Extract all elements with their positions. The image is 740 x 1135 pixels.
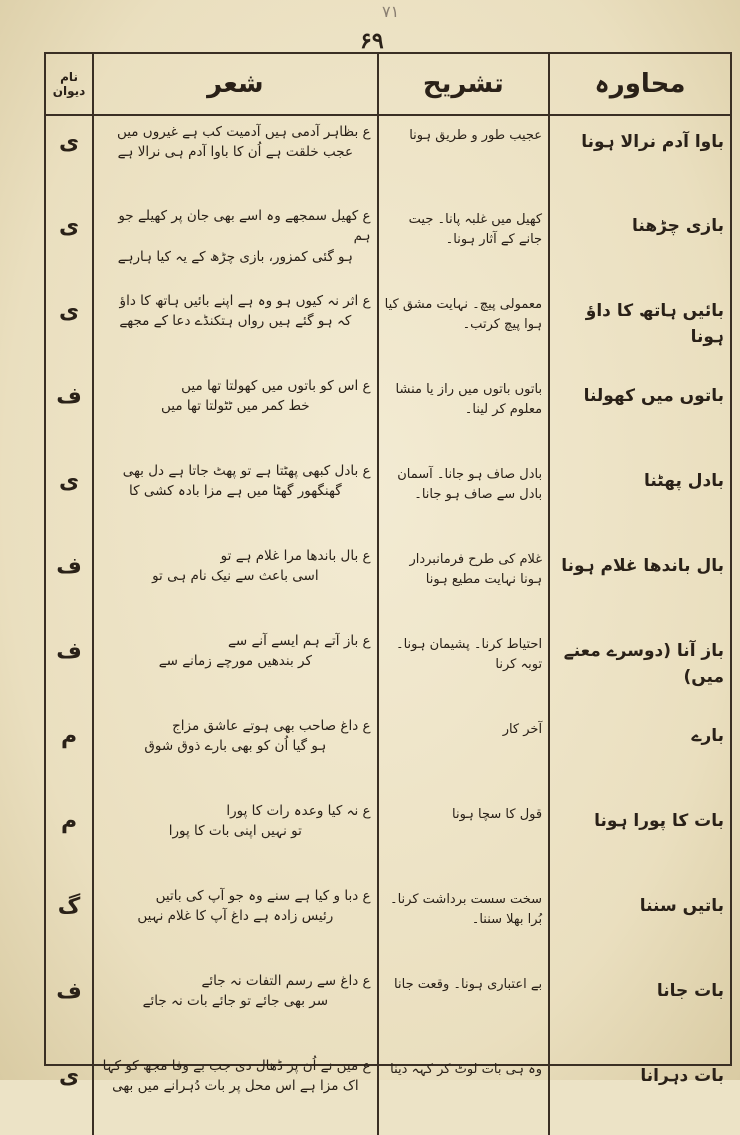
table-row [46, 285, 730, 370]
diwan-cell: م [60, 809, 78, 834]
diwan-cell: ی [58, 299, 80, 324]
verse-line-2: خط کمر میں ٹٹولتا تھا میں [160, 398, 310, 415]
verse-line-2: کر بندھیں مورچے زمانے سے [158, 653, 312, 670]
verse-line-2: عجب خلقت ہے اُن کا باوا آدم ہی نرالا ہے [117, 144, 354, 161]
diwan-cell: ی [58, 214, 80, 239]
verse-line-1: ع اثر نہ کیوں ہو وہ ہے اپنے بائیں ہاتھ کا داؤ [119, 293, 371, 309]
verse-cell [93, 455, 377, 540]
explanation-cell: بے اعتباری ہونا۔ وقعت جانا [378, 965, 550, 1050]
idiom-table [44, 52, 732, 1095]
verse-line-1: ع بادل کبھی پھٹتا ہے تو پھٹ جاتا ہے دل بھی [122, 463, 371, 479]
idiom-cell: باتوں میں کھولنا [549, 370, 730, 455]
diwan-cell: ف [56, 554, 82, 579]
verse-line-2: کہ ہو گئے ہیں رواں ہتکنڈے دعا کے مجھے [119, 313, 352, 330]
header-idiom: محاورہ [549, 54, 730, 115]
table-row [46, 455, 730, 540]
verse-cell [93, 965, 377, 1050]
explanation-cell: بادل صاف ہو جانا۔ آسمان بادل سے صاف ہو جانا۔ [378, 455, 550, 540]
explanation-cell: آخر کار [378, 710, 550, 795]
idiom-cell: باتیں سننا [549, 880, 730, 965]
verse-cell [93, 795, 377, 880]
explanation-cell: قول کا سچا ہونا [378, 795, 550, 880]
verse-cell [93, 540, 377, 625]
page-number: ۶۹ [360, 28, 384, 54]
verse-line-2: رئیس زادہ ہے داغ آپ کا غلام نہیں [137, 908, 334, 925]
diwan-cell: ف [56, 979, 82, 1004]
diwan-cell: ی [58, 469, 80, 494]
table-row [46, 880, 730, 965]
idiom-cell: بات دہرانا [549, 1050, 730, 1135]
table-row [46, 200, 730, 285]
idiom-cell: بات کا پورا ہونا [549, 795, 730, 880]
verse-line-2: سر بھی جائے تو جائے بات نہ جائے [142, 993, 329, 1010]
idiom-cell: بال باندھا غلام ہونا [549, 540, 730, 625]
verse-line-1: ع داغ سے رسم التفات نہ جائے [201, 973, 371, 989]
table-row [46, 1050, 730, 1135]
idiom-cell: بازی چڑھنا [549, 200, 730, 285]
diwan-cell: ف [56, 384, 82, 409]
verse-cell [93, 880, 377, 965]
verse-line-2: اسی باعث سے نیک نام ہی تو [152, 568, 319, 585]
verse-line-1: ع داغ صاحب بھی ہوتے عاشق مزاج [172, 718, 371, 734]
idiom-cell: بادل پھٹنا [549, 455, 730, 540]
table-header-row [46, 54, 730, 115]
explanation-cell: باتوں باتوں میں راز یا منشا معلوم کر لینا۔ [378, 370, 550, 455]
verse-line-2: ہو گیا اُن کو بھی بارے ذوق شوق [144, 738, 327, 755]
explanation-cell: وہ ہی بات لوٹ کر کہہ دینا [378, 1050, 550, 1135]
explanation-cell: معمولی پیچ۔ نہایت مشق کیا ہوا پیچ کرتب۔ [378, 285, 550, 370]
top-mark: ۷۱ [382, 2, 400, 21]
idiom-cell: بات جانا [549, 965, 730, 1050]
table-row [46, 965, 730, 1050]
header-verse: شعر [93, 54, 377, 115]
table-row [46, 795, 730, 880]
explanation-cell: احتیاط کرنا۔ پشیمان ہونا۔ توبہ کرنا [378, 625, 550, 710]
verse-line-1: ع بال باندھا مرا غلام ہے تو [220, 548, 371, 564]
idiom-cell: بارے [549, 710, 730, 795]
verse-line-2: تو نہیں اپنی بات کا پورا [168, 823, 302, 840]
explanation-cell: کھیل میں غلبہ پانا۔ جیت جانے کے آثار ہونا۔ [378, 200, 550, 285]
table-body [46, 115, 730, 1135]
header-diwan: نام دیوان [46, 54, 93, 115]
verse-cell [93, 115, 377, 200]
diwan-cell: ف [56, 639, 82, 664]
idiom-cell: باز آنا (دوسرے معنے میں) [549, 625, 730, 710]
diwan-cell: گ [57, 894, 81, 919]
table-row [46, 540, 730, 625]
explanation-cell: غلام کی طرح فرمانبردار ہونا نہایت مطیع ہونا [378, 540, 550, 625]
verse-cell [93, 200, 377, 285]
header-explanation: تشریح [378, 54, 550, 115]
verse-line-1: ع نہ کیا وعدہ رات کا پورا [226, 803, 371, 819]
idiom-cell: بائیں ہاتھ کا داؤ ہونا [549, 285, 730, 370]
verse-line-1: ع کھیل سمجھے وہ اسے بھی جان پر کھیلے جو ہم [118, 208, 371, 245]
verse-line-2: اک مزا ہے اس محل پر بات دُہرانے میں بھی [112, 1078, 359, 1095]
verse-cell [93, 285, 377, 370]
verse-cell [93, 710, 377, 795]
table-row [46, 710, 730, 795]
table-row [46, 115, 730, 200]
verse-cell [93, 625, 377, 710]
verse-line-1: ع اس کو باتوں میں کھولتا تھا میں [181, 378, 371, 394]
diwan-cell: ی [58, 130, 80, 155]
explanation-cell: عجیب طور و طریق ہونا [378, 115, 550, 200]
verse-line-1: ع بظاہر آدمی ہیں آدمیت کب ہے غیروں میں [116, 124, 371, 140]
explanation-cell: سخت سست برداشت کرنا۔ بُرا بھلا سننا۔ [378, 880, 550, 965]
table-row [46, 625, 730, 710]
verse-line-1: ع دبا و کیا ہے سنے وہ جو آپ کی باتیں [155, 888, 371, 904]
verse-line-2: ہو گئی کمزور، بازی چڑھ کے یہ کیا ہارہے [117, 248, 353, 265]
diwan-cell: ی [58, 1064, 80, 1089]
idiom-cell: باوا آدم نرالا ہونا [549, 115, 730, 200]
verse-cell [93, 370, 377, 455]
verse-line-1: ع باز آتے ہم ایسے آنے سے [227, 633, 371, 649]
table-row [46, 370, 730, 455]
verse-line-2: گھنگھور گھٹا میں ہے مزا بادہ کشی کا [128, 483, 342, 500]
verse-line-1: ع میں نے اُن پر ڈھال دی جب بے وفا مجھ کو کہا [102, 1058, 371, 1074]
verse-cell [93, 1050, 377, 1135]
diwan-cell: م [60, 724, 78, 749]
